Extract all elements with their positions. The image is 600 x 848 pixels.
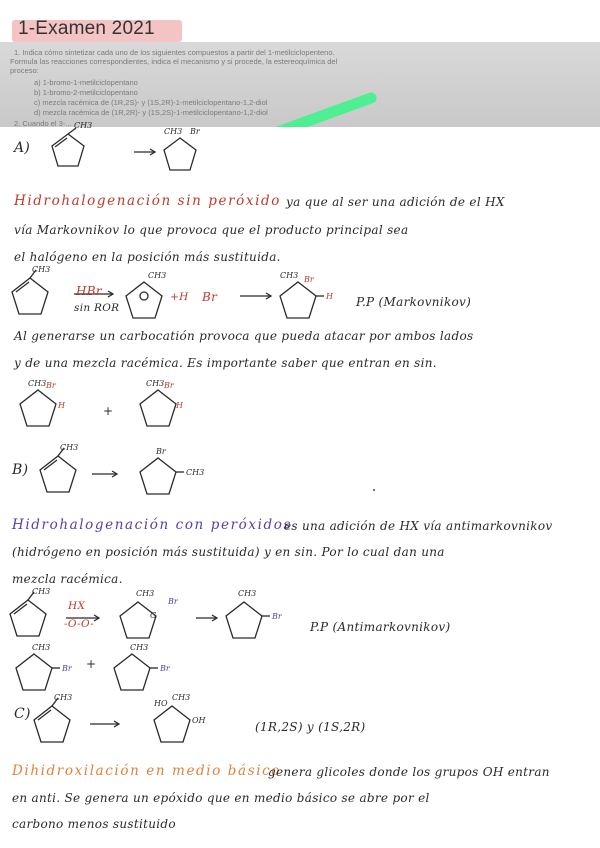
ch3-label: CH3	[238, 589, 257, 598]
stereo-config: (1R,2S) y (1S,2R)	[255, 720, 366, 734]
ch3-label: CH3	[60, 443, 79, 452]
br-label: Br	[46, 381, 56, 390]
ho-label: HO	[154, 699, 168, 708]
h-label: H	[326, 292, 333, 301]
section-b-text: mezcla racémica.	[12, 572, 123, 586]
ch3-label: CH3	[54, 693, 73, 702]
statement-line: Formula las reacciones correspondientes, indica el mecanismo y si procede, la estereoquímica del	[10, 57, 338, 66]
section-a-text: y de una mezcla racémica. Es importante saber que entran en sin.	[14, 356, 437, 370]
ch3-label: CH3	[164, 127, 183, 136]
section-b-text: es una adición de HX vía antimarkovnikov	[284, 519, 553, 533]
proton-label: +H	[170, 291, 189, 303]
ch3-label: CH3	[136, 589, 155, 598]
highlighter-stroke	[257, 91, 378, 127]
section-c-text: en anti. Se genera un epóxido que en medio básico se abre por el	[12, 791, 430, 805]
statement-line: 1. Indica cómo sintetizar cada uno de los siguientes compuestos a partir del 1-metilciclopenteno.	[14, 48, 335, 57]
ch3-label: CH3	[130, 643, 149, 652]
h-label: H	[176, 401, 183, 410]
section-a-text: vía Markovnikov lo que provoca que el producto principal sea	[14, 223, 409, 237]
section-c-text: carbono menos sustituido	[12, 817, 176, 831]
br-label: Br	[160, 664, 170, 673]
plus-sign: +	[86, 657, 97, 671]
section-b-heading: Hidrohalogenación con peróxidos	[12, 517, 292, 533]
br-label: Br	[190, 127, 200, 136]
br-label: Br	[168, 597, 178, 606]
reaction-c-scheme	[30, 693, 230, 752]
section-c-heading: Dihidroxilación en medio básico	[12, 763, 282, 779]
statement-line: c) mezcla racémica de (1R,2S)- y (1S,2R)-1-metilciclopentano-1,2-diol	[34, 98, 268, 107]
section-a-text: ya que al ser una adición de el HX	[286, 195, 505, 209]
br-label: Br	[272, 612, 282, 621]
title-block	[18, 18, 155, 44]
ch3-label: CH3	[28, 379, 47, 388]
pp-markovnikov: P.P (Markovnikov)	[356, 295, 472, 309]
page-title: 1-Examen 2021	[18, 18, 155, 39]
ch3-label: CH3	[146, 379, 165, 388]
h-label: H	[58, 401, 65, 410]
ch3-label: CH3	[172, 693, 191, 702]
section-a-heading: Hidrohalogenación sin peróxido	[14, 193, 282, 209]
pp-antimarkovnikov: P.P (Antimarkovnikov)	[310, 620, 451, 634]
ch3-label: CH3	[148, 271, 167, 280]
ch3-label: CH3	[74, 121, 93, 130]
mechanism-b-scheme	[6, 588, 296, 648]
stray-dot	[373, 489, 375, 491]
section-a-text: el halógeno en la posición más sustituida.	[14, 250, 281, 264]
peroxide-condition: -O-O-	[64, 618, 95, 630]
section-c-text: genera glicoles donde los grupos OH entran	[268, 765, 550, 779]
section-b-text: (hidrógeno en posición más sustituida) y en sin. Por lo cual dan una	[12, 545, 445, 559]
statement-line: proceso:	[10, 66, 39, 75]
racemic-products-b	[6, 644, 186, 704]
br-label: Br	[62, 664, 72, 673]
reaction-b-scheme	[36, 443, 236, 506]
ch3-label: CH3	[32, 265, 51, 274]
statement-line: a) 1-bromo-1-metilciclopentano	[34, 78, 138, 87]
reagent-hx: HX	[68, 600, 86, 612]
plus-sign: +	[103, 404, 114, 418]
racemic-products-a	[14, 378, 214, 438]
br-label: Br	[156, 447, 166, 456]
ch3-label: CH3	[32, 643, 51, 652]
statement-line: b) 1-bromo-2-metilciclopentano	[34, 88, 138, 97]
section-c-label: C)	[14, 706, 31, 722]
ch3-label: CH3	[32, 587, 51, 596]
section-b-label: B)	[12, 462, 29, 478]
section-a-label: A)	[14, 140, 31, 156]
oh-label: OH	[192, 716, 206, 725]
ch3-label: CH3	[186, 468, 205, 477]
exam-statement-photo	[0, 42, 600, 127]
reagent-condition: sin ROR	[74, 302, 120, 314]
statement-line: 2. Cuando el 3-...	[14, 119, 72, 127]
reaction-a-scheme	[50, 121, 220, 190]
statement-line: d) mezcla racémica de (1R,2R)- y (1S,2S)-1-metilciclopentano-1,2-diol	[34, 108, 268, 117]
br-label: Br	[304, 275, 314, 284]
br-label: Br	[164, 381, 174, 390]
bromide-ion: Br	[202, 290, 218, 304]
section-a-text: Al generarse un carbocatión provoca que pueda atacar por ambos lados	[14, 329, 474, 343]
carbocation-label: G	[150, 611, 157, 620]
ch3-label: CH3	[280, 271, 299, 280]
reagent-hbr: HBr	[76, 284, 102, 298]
